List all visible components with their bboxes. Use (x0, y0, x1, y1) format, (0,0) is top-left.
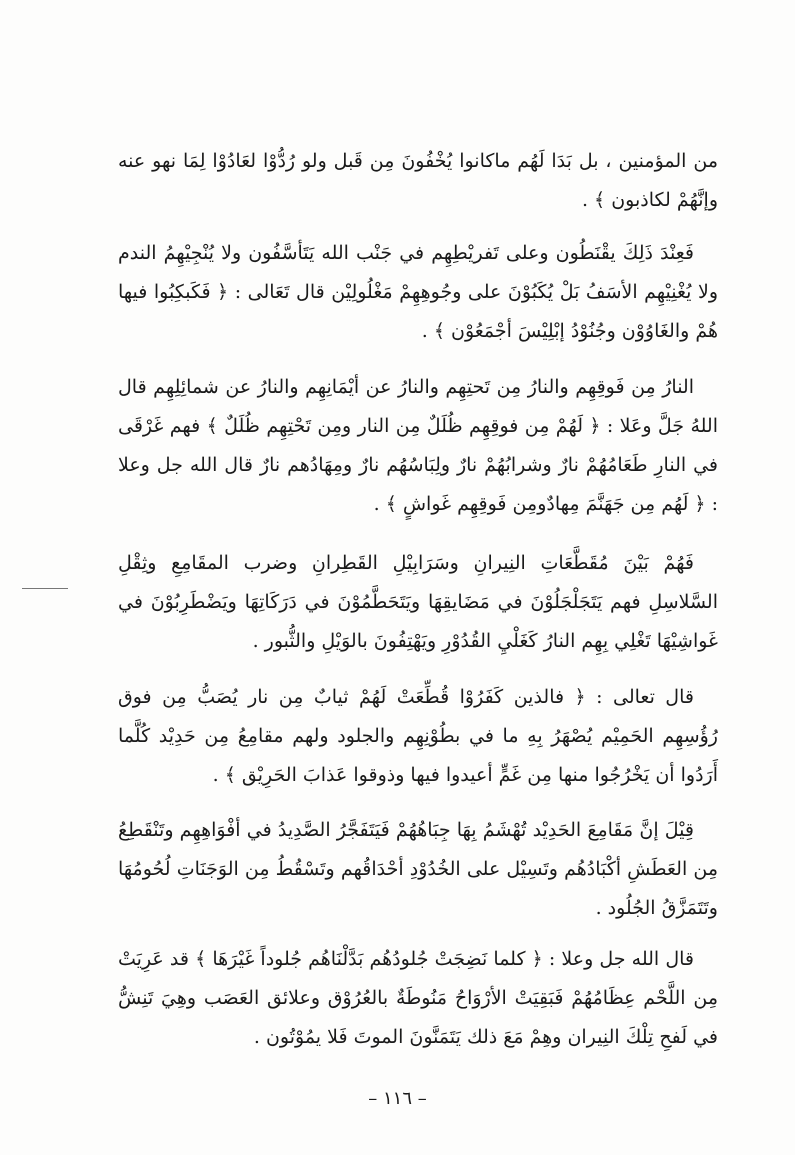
paragraph-7 (118, 940, 718, 1057)
paragraph-6-text: قِيْلَ إنَّ مَقَامِعَ الحَدِيْد تُهْشَمُ بِهَا جِبَاهُهُمْ فَيَتَفَجَّرُ الصَّدِيدُ في أفْوَاهِهِم وتَنْقَطِعُ مِن العَطَشِ أكْبَادُهُم وتَسِيْل على الخُدُوْدِ أحْدَاقُهم وتَسْقُطُ مِن الوَجَنَاتِ لُحُومُهَا وتَتَمَزَّقُ الجُلُود . (118, 819, 718, 919)
paragraph-2 (118, 234, 718, 351)
paragraph-3-text: النارُ مِن فَوقِهِم والنارُ مِن تَحتِهِم والنارُ عن أيْمَانِهِم والنارُ عن شمائِلِهِم قال اللهُ جَلَّ وعَلا : ﴿ لَهُمْ مِن فوقِهِم ظُلَلٌ مِن النار ومِن تَحْتِهِم ظُلَلٌ ﴾ فهم غَرْقَى في النارِ طَعَامُهُمْ نارٌ وشرابُهُمْ نارٌ ولِبَاسُهُم نارٌ ومِهَادُهم نارٌ قال الله جل وعلا : ﴿ لَهُم مِن جَهَنَّمَ مِهادٌومِن فَوقِهِم غَواشٍ ﴾ . (118, 376, 718, 515)
paragraph-2-text: فَعِنْدَ ذَلِكَ يقْنَطُون وعلى تَفريْطِهِم في جَنْب الله يَتَأسَّفُون ولا يُنْجِيْهِمُ الندم ولا يُغْنِيْهِم الأسَفُ بَلْ يُكَبُوْنَ على وجُوهِهِمْ مَغْلُولِيْن قال تَعَالى : ﴿ فَكَبكِبُوا فيها هُمْ والغَاوُوْن وجُنُوْدُ إبْلِيْسَ أجْمَعُوْن ﴾ . (118, 242, 718, 342)
paragraph-7-text: قال الله جل وعلا : ﴿ كلما نَضِجَتْ جُلودُهُم بَدَّلْنَاهُم جُلوداً غَيْرَهَا ﴾ قد عَرِيَتْ مِن اللَّحْم عِظَامُهُمْ فَبَقِيَتْ الأرْوَاحُ مَنُوطَةٌ بالعُرُوْق وعلائق العَصَب وهِيَ تَنِشُّ في لَفحِ تِلْكَ النِيران وهِمْ مَعَ ذلك يَتَمَنَّونَ الموتَ فَلا يمُوْتُون . (118, 948, 718, 1048)
paragraph-4-text: فَهُمْ بَيْنَ مُقَطَّعَاتِ النِيرانِ وسَرَابِيْلِ القَطِرانِ وضرب المقَامِعِ وثِقْلِ السَّلاسِلِ فهم يَتَجَلْجَلُوْنَ في مَضَايقِهَا ويَتَحَطَّمُوْنَ في دَرَكَاتِهَا ويَضْطَرِبُوْنَ في غَواشِيْهَا تَغْلِي بِهِم النارُ كَغَلْيِ القُدُوْرِ ويَهْتِفُونَ بالوَيْلِ والثُّبور . (118, 552, 718, 652)
page-number: – ١١٦ – (368, 1088, 427, 1109)
paragraph-1 (118, 142, 718, 220)
paragraph-6 (118, 811, 718, 928)
paragraph-1-text: من المؤمنين ، بل بَدَا لَهُم ماكانوا يُخْفُونَ مِن قَبل ولو رُدُّوْا لعَادُوْا لِمَا نهو عنه وإنَّهُمْ لكاذبون ﴾ . (118, 150, 719, 211)
paragraph-5-text: قال تعالى : ﴿ فالذين كَفَرُوْا قُطِّعَتْ لَهُمْ ثيابٌ مِن نار يُصَبُّ مِن فوق رُؤُسِهِم الحَمِيْم يُصْهَرُ بِهِ ما في بطُوْنِهِم والجلود ولهم مقامِعُ مِن حَدِيْد كُلَّما أَرَدُوا أن يَخْرُجُوا منها مِن غَمٍّ أعيدوا فيها وذوقوا عَذابَ الحَرِيْق ﴾ . (118, 686, 718, 786)
margin-mark-line (22, 588, 68, 589)
paragraph-3 (118, 368, 718, 524)
paragraph-4 (118, 544, 718, 661)
paragraph-5 (118, 678, 718, 795)
